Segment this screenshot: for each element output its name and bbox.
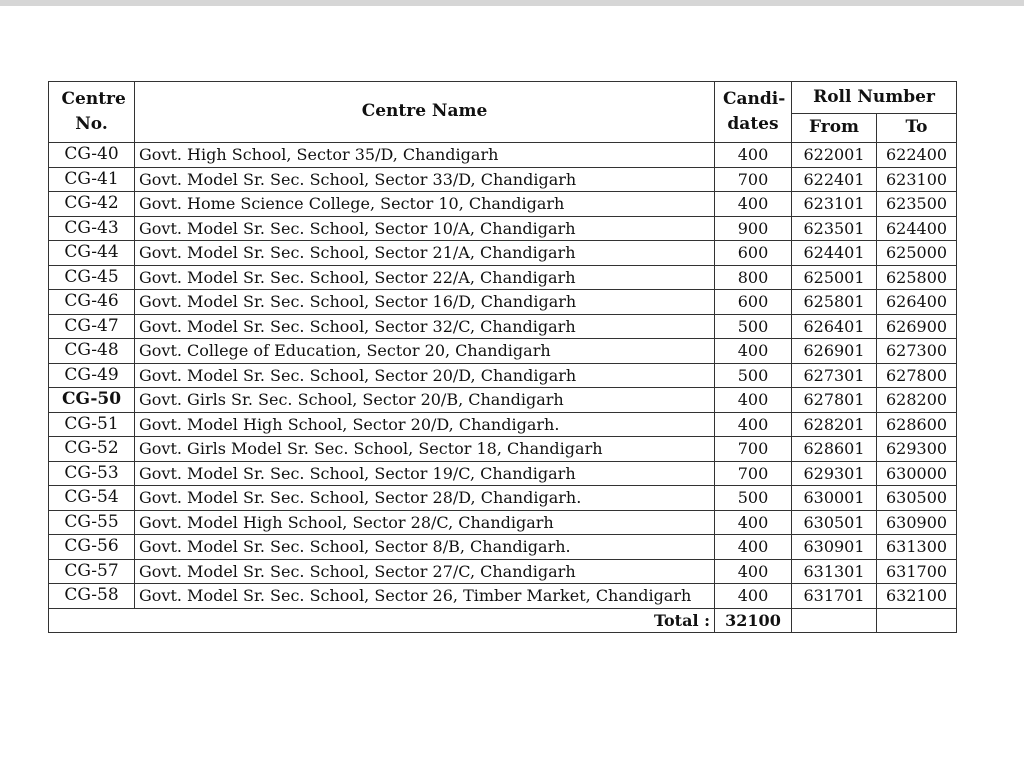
- table-row: [49, 559, 957, 584]
- roll-to: 631700: [877, 559, 957, 584]
- header-candidates: [715, 82, 792, 143]
- roll-from: 625801: [792, 290, 877, 315]
- roll-to: 628600: [877, 412, 957, 437]
- centre-name: Govt. College of Education, Sector 20, Chandigarh: [135, 339, 715, 364]
- centre-name: Govt. Girls Sr. Sec. School, Sector 20/B, Chandigarh: [135, 388, 715, 413]
- header-candidates-label: Candi- dates: [723, 89, 786, 134]
- table-row: [49, 486, 957, 511]
- roll-from: 630501: [792, 510, 877, 535]
- centre-code: CG-51: [49, 412, 135, 437]
- roll-to: 622400: [877, 143, 957, 168]
- roll-from: 631301: [792, 559, 877, 584]
- centre-code: CG-49: [49, 363, 135, 388]
- table-body: [49, 143, 957, 609]
- roll-to: 630900: [877, 510, 957, 535]
- centre-code: CG-42: [49, 192, 135, 217]
- roll-from: 626901: [792, 339, 877, 364]
- header-from: From: [792, 114, 877, 143]
- roll-to: 623100: [877, 167, 957, 192]
- roll-from: 627301: [792, 363, 877, 388]
- roll-from: 627801: [792, 388, 877, 413]
- roll-from: 623101: [792, 192, 877, 217]
- centre-name: Govt. Model Sr. Sec. School, Sector 27/C, Chandigarh: [135, 559, 715, 584]
- table-row: [49, 437, 957, 462]
- roll-from: 626401: [792, 314, 877, 339]
- roll-from: 622401: [792, 167, 877, 192]
- table-row: [49, 192, 957, 217]
- table-row: [49, 265, 957, 290]
- roll-to: 625000: [877, 241, 957, 266]
- centre-roll-table: [48, 81, 957, 633]
- centre-code: CG-48: [49, 339, 135, 364]
- roll-from: 625001: [792, 265, 877, 290]
- roll-from: 622001: [792, 143, 877, 168]
- centre-code: CG-43: [49, 216, 135, 241]
- table-row: [49, 216, 957, 241]
- roll-to: 624400: [877, 216, 957, 241]
- candidate-count: 400: [715, 559, 792, 584]
- centre-code: CG-55: [49, 510, 135, 535]
- centre-name: Govt. Model Sr. Sec. School, Sector 19/C, Chandigarh: [135, 461, 715, 486]
- header-centre-no: [49, 82, 135, 143]
- centre-code: CG-47: [49, 314, 135, 339]
- candidate-count: 500: [715, 486, 792, 511]
- roll-from: 628201: [792, 412, 877, 437]
- centre-code: CG-45: [49, 265, 135, 290]
- candidate-count: 600: [715, 290, 792, 315]
- total-from-empty: [792, 608, 877, 633]
- roll-to: 629300: [877, 437, 957, 462]
- table-row: [49, 388, 957, 413]
- roll-from: 630001: [792, 486, 877, 511]
- header-to: To: [877, 114, 957, 143]
- roll-from: 631701: [792, 584, 877, 609]
- total-row: [49, 608, 957, 633]
- table-row: [49, 241, 957, 266]
- centre-code: CG-50: [49, 388, 135, 413]
- total-label: Total :: [49, 608, 715, 633]
- roll-from: 630901: [792, 535, 877, 560]
- table-row: [49, 412, 957, 437]
- header-roll-number: Roll Number: [792, 82, 957, 114]
- table-row: [49, 339, 957, 364]
- centre-name: Govt. Model Sr. Sec. School, Sector 28/D, Chandigarh.: [135, 486, 715, 511]
- candidate-count: 500: [715, 363, 792, 388]
- candidate-count: 400: [715, 412, 792, 437]
- candidate-count: 400: [715, 192, 792, 217]
- candidate-count: 700: [715, 437, 792, 462]
- header-centre-no-label: Centre No.: [61, 89, 126, 134]
- roll-from: 624401: [792, 241, 877, 266]
- roll-to: 627800: [877, 363, 957, 388]
- table-row: [49, 510, 957, 535]
- candidate-count: 400: [715, 388, 792, 413]
- centre-name: Govt. Model High School, Sector 20/D, Chandigarh.: [135, 412, 715, 437]
- table-row: [49, 290, 957, 315]
- centre-code: CG-58: [49, 584, 135, 609]
- centre-name: Govt. Model Sr. Sec. School, Sector 26, Timber Market, Chandigarh: [135, 584, 715, 609]
- centre-code: CG-46: [49, 290, 135, 315]
- centre-code: CG-52: [49, 437, 135, 462]
- table-row: [49, 363, 957, 388]
- roll-to: 626900: [877, 314, 957, 339]
- candidate-count: 800: [715, 265, 792, 290]
- roll-from: 628601: [792, 437, 877, 462]
- centre-code: CG-40: [49, 143, 135, 168]
- roll-to: 625800: [877, 265, 957, 290]
- centre-code: CG-44: [49, 241, 135, 266]
- centre-name: Govt. Model Sr. Sec. School, Sector 33/D, Chandigarh: [135, 167, 715, 192]
- candidate-count: 400: [715, 143, 792, 168]
- roll-to: 630500: [877, 486, 957, 511]
- table-row: [49, 167, 957, 192]
- roll-to: 627300: [877, 339, 957, 364]
- roll-from: 629301: [792, 461, 877, 486]
- total-to-empty: [877, 608, 957, 633]
- centre-code: CG-54: [49, 486, 135, 511]
- table-row: [49, 314, 957, 339]
- roll-to: 628200: [877, 388, 957, 413]
- centre-name: Govt. Model Sr. Sec. School, Sector 22/A, Chandigarh: [135, 265, 715, 290]
- roll-to: 632100: [877, 584, 957, 609]
- header-centre-name: Centre Name: [135, 82, 715, 143]
- roll-from: 623501: [792, 216, 877, 241]
- candidate-count: 600: [715, 241, 792, 266]
- candidate-count: 500: [715, 314, 792, 339]
- candidate-count: 400: [715, 510, 792, 535]
- candidate-count: 400: [715, 535, 792, 560]
- centre-name: Govt. Model Sr. Sec. School, Sector 10/A, Chandigarh: [135, 216, 715, 241]
- roll-to: 631300: [877, 535, 957, 560]
- table-row: [49, 143, 957, 168]
- table-row: [49, 461, 957, 486]
- centre-name: Govt. Home Science College, Sector 10, Chandigarh: [135, 192, 715, 217]
- centre-name: Govt. High School, Sector 35/D, Chandigarh: [135, 143, 715, 168]
- roll-to: 623500: [877, 192, 957, 217]
- table-row: [49, 584, 957, 609]
- candidate-count: 700: [715, 167, 792, 192]
- candidate-count: 400: [715, 339, 792, 364]
- centre-name: Govt. Model Sr. Sec. School, Sector 16/D, Chandigarh: [135, 290, 715, 315]
- centre-name: Govt. Model Sr. Sec. School, Sector 21/A, Chandigarh: [135, 241, 715, 266]
- centre-code: CG-57: [49, 559, 135, 584]
- candidate-count: 700: [715, 461, 792, 486]
- centre-name: Govt. Girls Model Sr. Sec. School, Sector 18, Chandigarh: [135, 437, 715, 462]
- table-row: [49, 535, 957, 560]
- roll-to: 626400: [877, 290, 957, 315]
- centre-name: Govt. Model Sr. Sec. School, Sector 20/D, Chandigarh: [135, 363, 715, 388]
- roll-to: 630000: [877, 461, 957, 486]
- centre-name: Govt. Model High School, Sector 28/C, Chandigarh: [135, 510, 715, 535]
- centre-name: Govt. Model Sr. Sec. School, Sector 32/C, Chandigarh: [135, 314, 715, 339]
- centre-code: CG-41: [49, 167, 135, 192]
- candidate-count: 900: [715, 216, 792, 241]
- centre-code: CG-53: [49, 461, 135, 486]
- centre-code: CG-56: [49, 535, 135, 560]
- total-candidates: 32100: [715, 608, 792, 633]
- centre-name: Govt. Model Sr. Sec. School, Sector 8/B, Chandigarh.: [135, 535, 715, 560]
- top-divider: [0, 0, 1024, 6]
- candidate-count: 400: [715, 584, 792, 609]
